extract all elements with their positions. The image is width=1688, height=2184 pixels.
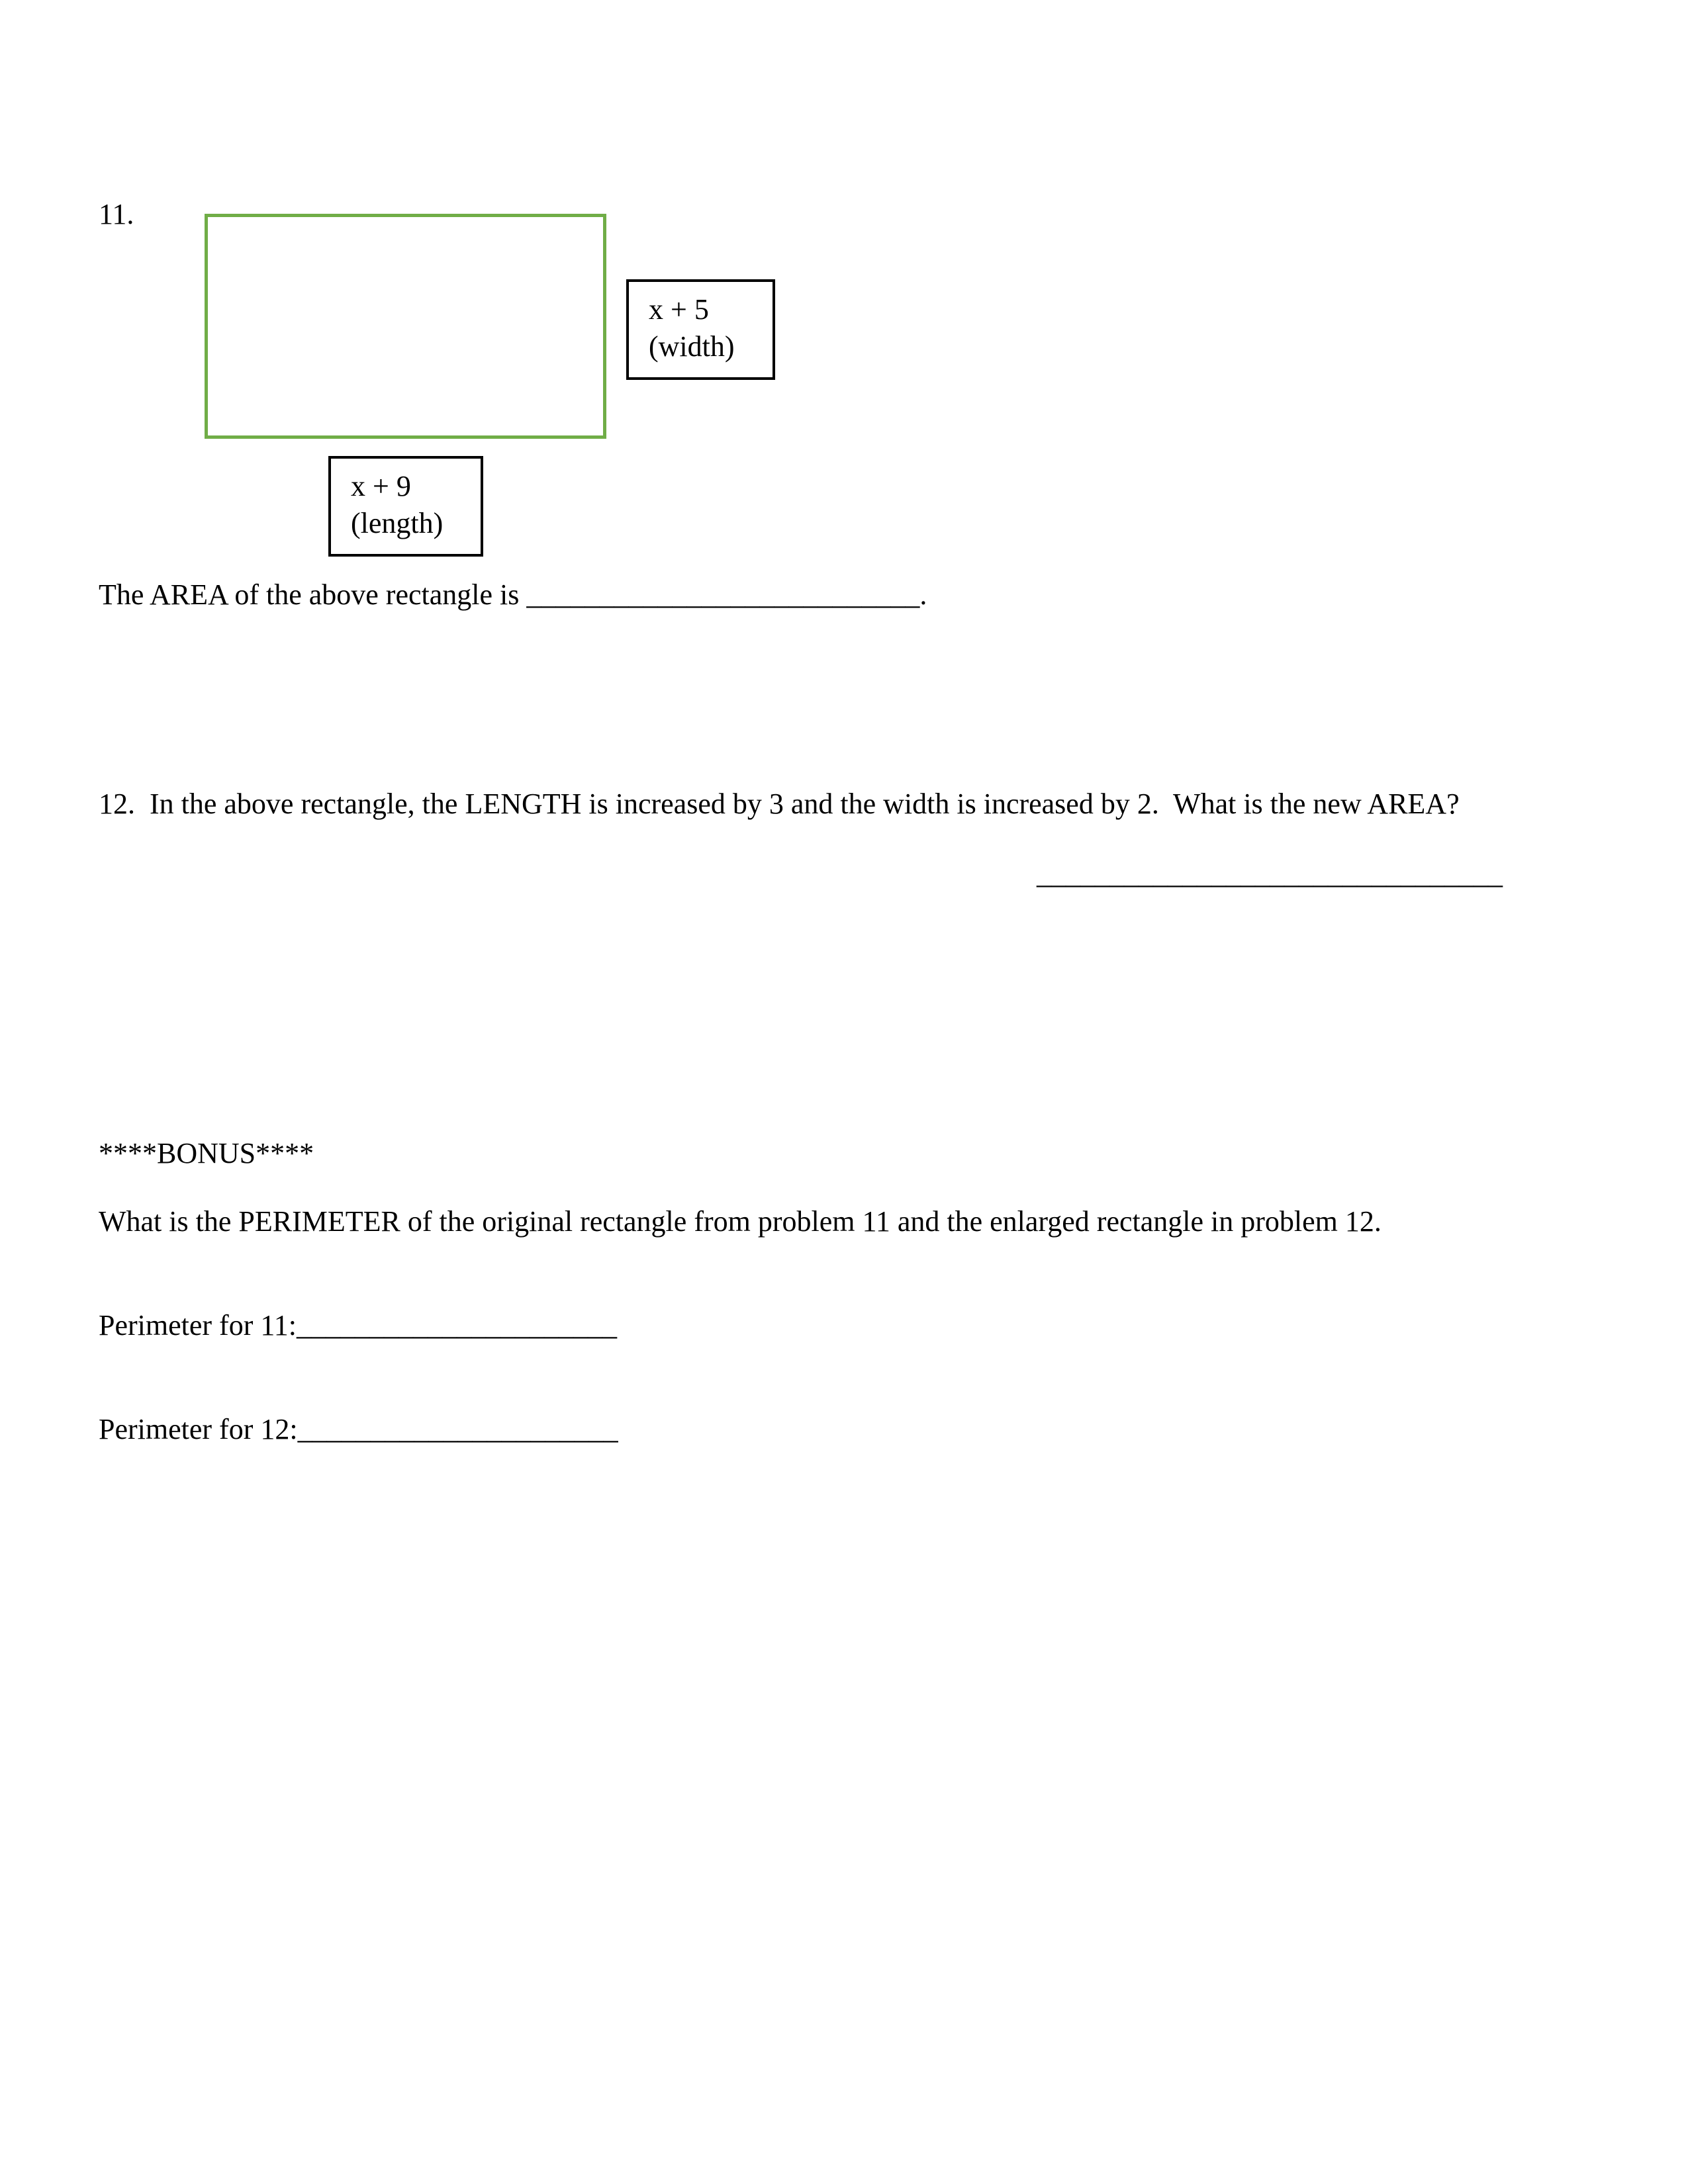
problem-11-number: 11. [99, 198, 134, 230]
width-expression: x + 5 [649, 293, 709, 326]
perimeter-12-line [99, 1412, 618, 1447]
perimeter-11-answer-blank[interactable]: ______________________ [296, 1309, 617, 1342]
bonus-heading: ****BONUS**** [99, 1137, 314, 1169]
perimeter-12-label: Perimeter for 12: [99, 1413, 298, 1445]
length-expression: x + 9 [351, 470, 411, 502]
length-label-box [328, 456, 483, 557]
perimeter-11-label: Perimeter for 11: [99, 1309, 297, 1342]
area-question [99, 578, 927, 612]
perimeter-12-answer-blank[interactable]: ______________________ [297, 1413, 618, 1445]
bonus-question: What is the PERIMETER of the original rectangle from problem 11 and the enlarged rectangle in problem 12. [99, 1205, 1382, 1238]
length-caption: (length) [351, 507, 444, 539]
rectangle-diagram [205, 214, 606, 439]
area-answer-blank[interactable]: ___________________________ [526, 578, 920, 611]
width-caption: (width) [649, 330, 735, 363]
area-period: . [919, 578, 927, 611]
width-label-box [626, 279, 775, 380]
area-prompt: The AREA of the above rectangle is [99, 578, 527, 611]
new-area-answer-blank[interactable]: ________________________________ [1037, 858, 1503, 890]
problem-12-question: 12. In the above rectangle, the LENGTH is increased by 3 and the width is increased by 2. What is the new AREA? [99, 788, 1460, 820]
perimeter-11-line [99, 1308, 617, 1343]
